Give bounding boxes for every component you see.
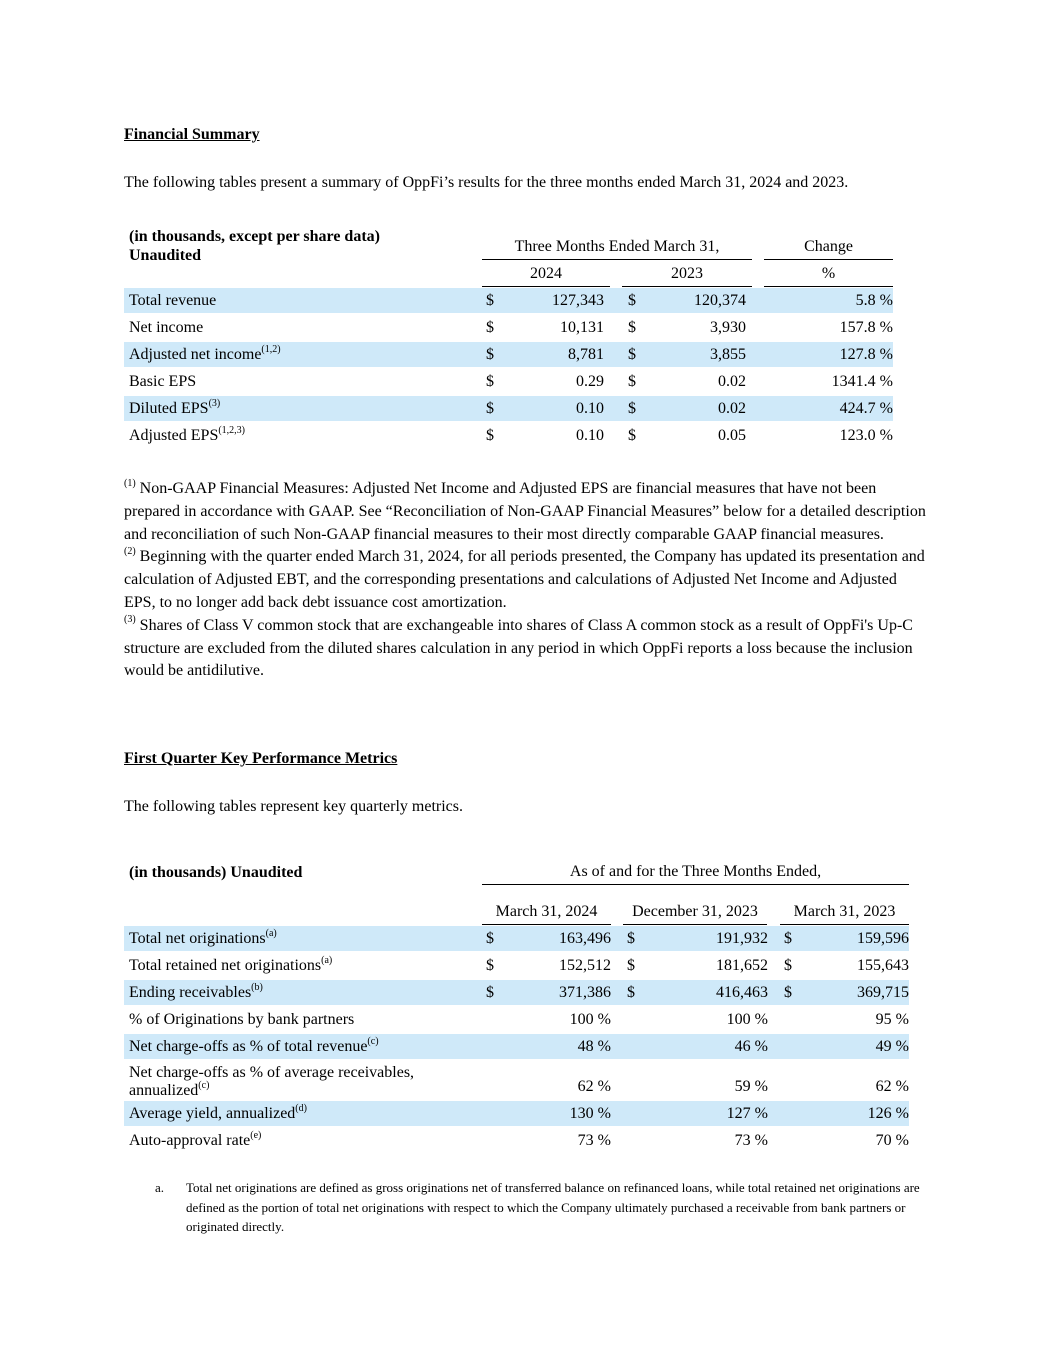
table2-row-value-col3: 126 % — [867, 1105, 909, 1122]
table2-row-label: Average yield, annualized$^{(d)}$ — [129, 1102, 307, 1122]
table1-row-label: Basic EPS — [129, 373, 197, 390]
table2-row-label-line2: annualized$^{(c)}$ — [129, 1079, 210, 1099]
table1-col-pct: % — [821, 265, 836, 282]
table2-row-label: Auto-approval rate$^{(e)}$ — [129, 1129, 262, 1149]
table2-row-currency-col1: $ — [486, 984, 494, 1001]
table2-row — [124, 953, 909, 978]
table1-rule-2023 — [622, 286, 752, 287]
table1-row-currency-2023: $ — [628, 292, 636, 309]
table1-label-line1: (in thousands, except per share data) — [129, 228, 380, 245]
table2-row — [124, 926, 909, 951]
table1-row-label: Net income — [129, 319, 204, 336]
note-1-mark: (1) — [124, 477, 136, 489]
table2-row-label: % of Originations by bank partners — [129, 1011, 355, 1028]
table2-row-value-col1: 152,512 — [559, 957, 611, 974]
table2-row-value-col2: 73 % — [734, 1132, 768, 1149]
table1-rule-pct — [764, 286, 893, 287]
table2-row-value-col2: 191,932 — [716, 930, 768, 947]
note-1-text: Non-GAAP Financial Measures: Adjusted Net Income and Adjusted EPS are financial measures that have not been prepared in accordance with GAAP. See “Reconciliation of Non-GAAP Financial Measures” below for a detailed description and reconciliation of such Non-GAAP financial measures to their most directly comparable GAAP financial measures. — [124, 480, 926, 543]
table2-row-value-col3: 70 % — [875, 1132, 909, 1149]
table2-row-label-sup: (c) — [198, 1079, 210, 1091]
table2-rule-col2 — [623, 924, 767, 925]
table2-row-currency-col2: $ — [627, 957, 635, 974]
table2-row — [124, 1101, 909, 1126]
table1-label — [129, 227, 380, 265]
table1-row-change: 123.0 % — [839, 427, 893, 444]
table1-row-change: 5.8 % — [855, 292, 893, 309]
table2-group-rule — [482, 884, 909, 885]
table2-row-value-col3: 49 % — [875, 1038, 909, 1055]
note-3-text: Shares of Class V common stock that are exchangeable into shares of Class A common stock as a result of OppFi's Up-C structure are excluded from the diluted shares calculation in any period in which OppFi reports a loss because the inclusion would be antidilutive. — [124, 616, 913, 680]
table1-row-value-2024: 10,131 — [560, 319, 604, 336]
table1-rule-2024 — [482, 286, 610, 287]
table1-row-currency-2023: $ — [628, 400, 636, 417]
table1-col-2023: 2023 — [671, 265, 703, 282]
table2-row-value-col2: 46 % — [734, 1038, 768, 1055]
table1-row-label-sup: (3) — [208, 397, 221, 409]
table1-row-change: 157.8 % — [839, 319, 893, 336]
table2-col-dec2023: December 31, 2023 — [632, 903, 758, 920]
table2-rule-col3 — [780, 924, 909, 925]
table1-row-change: 127.8 % — [839, 346, 893, 363]
table2-row-value-col3: 159,596 — [857, 930, 909, 947]
table2-row-label: Net charge-offs as % of total revenue$^{(c)}$ — [129, 1035, 379, 1055]
table1-row-value-2023: 3,855 — [710, 346, 746, 363]
table2-row-currency-col2: $ — [627, 984, 635, 1001]
table1-row — [124, 342, 893, 367]
table2-label: (in thousands) Unaudited — [129, 864, 303, 881]
table1-notes — [124, 478, 930, 683]
table1-row-currency-2023: $ — [628, 427, 636, 444]
table2-row-label-sup: (c) — [367, 1035, 379, 1047]
table2-col-mar2023: March 31, 2023 — [793, 903, 896, 920]
table1-change-rule — [764, 259, 893, 260]
table1-row-value-2024: 8,781 — [568, 346, 604, 363]
table2-row-currency-col3: $ — [784, 930, 792, 947]
key-metrics-heading: First Quarter Key Performance Metrics — [124, 750, 398, 767]
table2-row — [124, 980, 909, 1005]
table2-row-currency-col3: $ — [784, 957, 792, 974]
note-1 — [124, 478, 930, 546]
table2-row — [124, 1007, 909, 1032]
table1-row-currency-2023: $ — [628, 346, 636, 363]
table2-row-currency-col2: $ — [627, 930, 635, 947]
table2-row-label-sup: (d) — [295, 1102, 307, 1114]
table1-row-label: Total revenue — [129, 292, 217, 309]
table1-row — [124, 369, 893, 394]
table2-col-mar2024: March 31, 2024 — [495, 903, 598, 920]
table1-row-value-2024: 0.29 — [576, 373, 604, 390]
table1-row-label: Adjusted net income$^{(1,2)}$ — [129, 343, 281, 363]
table1-row-label: Adjusted EPS$^{(1,2,3)}$ — [129, 424, 246, 444]
note-2-mark: (2) — [124, 546, 136, 558]
table2-row-value-col2: 59 % — [734, 1078, 768, 1095]
table1-row-value-2023: 3,930 — [710, 319, 746, 336]
table1-row-currency-2024: $ — [486, 346, 494, 363]
table2-row — [124, 1034, 909, 1059]
table1-row-currency-2024: $ — [486, 427, 494, 444]
table2-row-currency-col3: $ — [784, 984, 792, 1001]
table2-row-value-col1: 371,386 — [559, 984, 611, 1001]
table1-row-label-sup: (1,2,3) — [218, 424, 246, 436]
table2-row-value-col2: 127 % — [726, 1105, 768, 1122]
table1-row-label: Diluted EPS$^{(3)}$ — [129, 397, 221, 417]
table2-row-value-col3: 95 % — [875, 1011, 909, 1028]
table2-row-currency-col1: $ — [486, 930, 494, 947]
table1-row — [124, 315, 893, 340]
table1-row-value-2024: 0.10 — [576, 400, 604, 417]
table1-row-value-2024: 0.10 — [576, 427, 604, 444]
table2-rule-col1 — [482, 924, 611, 925]
table1-row — [124, 396, 893, 421]
table1-row-currency-2024: $ — [486, 319, 494, 336]
table1-row-value-2023: 120,374 — [694, 292, 746, 309]
table2-row-value-col3: 62 % — [875, 1078, 909, 1095]
table2-row-label-line1: Net charge-offs as % of average receivables, — [129, 1064, 415, 1081]
table2-row-value-col2: 416,463 — [716, 984, 768, 1001]
table1-row — [124, 288, 893, 313]
table2-group-header: As of and for the Three Months Ended, — [569, 863, 822, 880]
footnote-a-text: Total net originations are defined as gross originations net of transferred balance on refinanced loans, while total retained net originations are defined as the portion of total net originations with respect to which the Company ultimately purchased a receivable from bank partners or originated directly. — [186, 1180, 920, 1234]
table1-row — [124, 423, 893, 448]
note-2 — [124, 546, 930, 614]
table2-row-value-col3: 155,643 — [857, 957, 909, 974]
table2-row-value-col1: 163,496 — [559, 930, 611, 947]
table2-row-value-col1: 130 % — [569, 1105, 611, 1122]
table2-row-label — [129, 1064, 414, 1100]
table2-row — [124, 1061, 909, 1099]
table2-row-label: Total net originations$^{(a)}$ — [129, 927, 277, 947]
table2-row-label-sup: (b) — [251, 981, 263, 993]
table1-row-value-2023: 0.02 — [718, 373, 746, 390]
footnote-a-mark: a. — [155, 1180, 165, 1195]
financial-summary-heading: Financial Summary — [124, 126, 260, 143]
table2-row-label-sup: (a) — [265, 927, 277, 939]
table1-label-line2: Unaudited — [129, 247, 202, 264]
table2-row-value-col2: 181,652 — [716, 957, 768, 974]
table2-row-currency-col1: $ — [486, 957, 494, 974]
table1-group-rule — [482, 259, 752, 260]
table2-row-value-col1: 62 % — [577, 1078, 611, 1095]
table1-row-value-2024: 127,343 — [552, 292, 604, 309]
table1-row-value-2023: 0.02 — [718, 400, 746, 417]
note-3-mark: (3) — [124, 614, 136, 626]
table1-col-2024: 2024 — [530, 265, 562, 282]
table1-row-change: 1341.4 % — [831, 373, 893, 390]
table2-row-value-col1: 100 % — [569, 1011, 611, 1028]
table1-row-value-2023: 0.05 — [718, 427, 746, 444]
table1-row-currency-2024: $ — [486, 373, 494, 390]
key-metrics-intro: The following tables represent key quarterly metrics. — [124, 798, 463, 815]
note-3 — [124, 615, 930, 683]
table2-row-label: Ending receivables$^{(b)}$ — [129, 981, 263, 1001]
table2-row-label-sup: (e) — [250, 1129, 262, 1141]
table2-row-value-col3: 369,715 — [857, 984, 909, 1001]
table1-row-currency-2024: $ — [486, 400, 494, 417]
table1-group-header: Three Months Ended March 31, — [514, 238, 720, 255]
table2-row-label-sup: (a) — [321, 954, 333, 966]
table1-row-currency-2024: $ — [486, 292, 494, 309]
table2-row — [124, 1128, 909, 1153]
note-2-text: Beginning with the quarter ended March 31, 2024, for all periods presented, the Company has updated its presentation and calculation of Adjusted EBT, and the corresponding presentations and calculations of Adjusted Net Income and Adjusted EPS, to no longer add back debt issuance cost amortization. — [124, 548, 925, 611]
table1-row-label-sup: (1,2) — [261, 343, 281, 355]
table2-row-value-col2: 100 % — [726, 1011, 768, 1028]
table1-row-currency-2023: $ — [628, 319, 636, 336]
table1-change-header: Change — [804, 238, 853, 255]
table1-row-change: 424.7 % — [839, 400, 893, 417]
table1-row-currency-2023: $ — [628, 373, 636, 390]
table2-row-value-col1: 73 % — [577, 1132, 611, 1149]
table2-row-value-col1: 48 % — [577, 1038, 611, 1055]
table2-row-label: Total retained net originations$^{(a)}$ — [129, 954, 333, 974]
financial-summary-intro: The following tables present a summary of OppFi’s results for the three months ended March 31, 2024 and 2023. — [124, 174, 849, 191]
